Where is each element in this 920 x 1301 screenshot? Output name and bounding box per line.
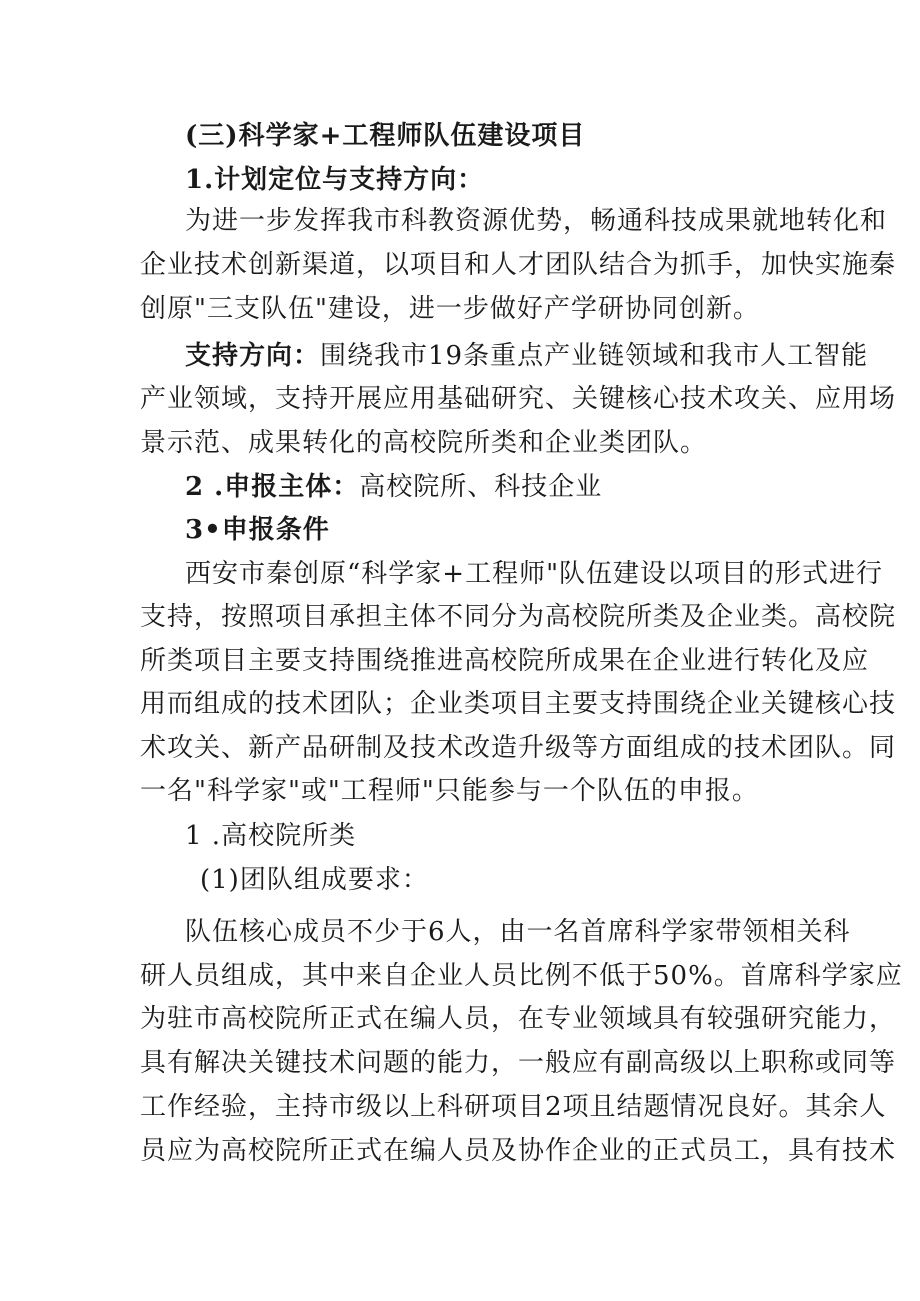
- paragraph-line: 支持，按照项目承担主体不同分为高校院所类及企业类。高校院: [140, 602, 897, 632]
- support-direction-line: [185, 338, 869, 374]
- paragraph-line: 用而组成的技术团队；企业类项目主要支持围绕企业关键核心技: [140, 689, 897, 719]
- paragraph-line: 创原"三支队伍"建设，进一步做好产学研协同创新。: [140, 294, 760, 324]
- paragraph-line: 具有解决关键技术问题的能力，一般应有副高级以上职称或同等: [140, 1048, 897, 1078]
- paragraph-line: 队伍核心成员不少于6人，由一名首席科学家带领相关科: [185, 917, 851, 947]
- paragraph-line: 研人员组成，其中来自企业人员比例不低于50%。首席科学家应: [140, 961, 903, 991]
- subheading-conditions: 3•申报条件: [185, 515, 330, 545]
- paragraph-line: 员应为高校院所正式在编人员及协作企业的正式员工，具有技术: [140, 1136, 897, 1166]
- section-heading: (三)科学家+工程师队伍建设项目: [185, 121, 586, 151]
- paragraph-line: 所类项目主要支持围绕推进高校院所成果在企业进行转化及应: [140, 646, 870, 676]
- applicant-label: 2 .申报主体：: [185, 472, 360, 502]
- paragraph-line: 景示范、成果转化的高校院所类和企业类团队。: [140, 428, 708, 458]
- paragraph-line: 工作经验，主持市级以上科研项目2项且结题情况良好。其余人: [140, 1092, 887, 1122]
- support-direction-text: 围绕我市19条重点产业链领域和我市人工智能: [320, 341, 869, 371]
- subheading-university: 1 .高校院所类: [185, 821, 357, 851]
- paragraph-line: 企业技术创新渠道，以项目和人才团队结合为抓手，加快实施秦: [140, 250, 897, 280]
- applicant-text: 高校院所、科技企业: [359, 472, 603, 502]
- paragraph-line: 西安市秦创原“科学家+工程师"队伍建设以项目的形式进行: [185, 559, 884, 589]
- paragraph-line: 一名"科学家"或"工程师"只能参与一个队伍的申报。: [140, 776, 759, 806]
- paragraph-line: 术攻关、新产品研制及技术改造升级等方面组成的技术团队。同: [140, 733, 897, 763]
- applicant-line: [185, 469, 835, 505]
- paragraph-line: 为驻市高校院所正式在编人员，在专业领域具有较强研究能力，: [140, 1004, 897, 1034]
- paragraph-line: 为进一步发挥我市科教资源优势，畅通科技成果就地转化和: [185, 206, 888, 236]
- subheading-positioning: 1.计划定位与支持方向：: [185, 165, 485, 195]
- subheading-team-requirements: (1)团队组成要求：: [200, 865, 429, 895]
- support-direction-label: 支持方向：: [185, 341, 321, 371]
- paragraph-line: 产业领域，支持开展应用基础研究、关键核心技术攻关、应用场: [140, 384, 897, 414]
